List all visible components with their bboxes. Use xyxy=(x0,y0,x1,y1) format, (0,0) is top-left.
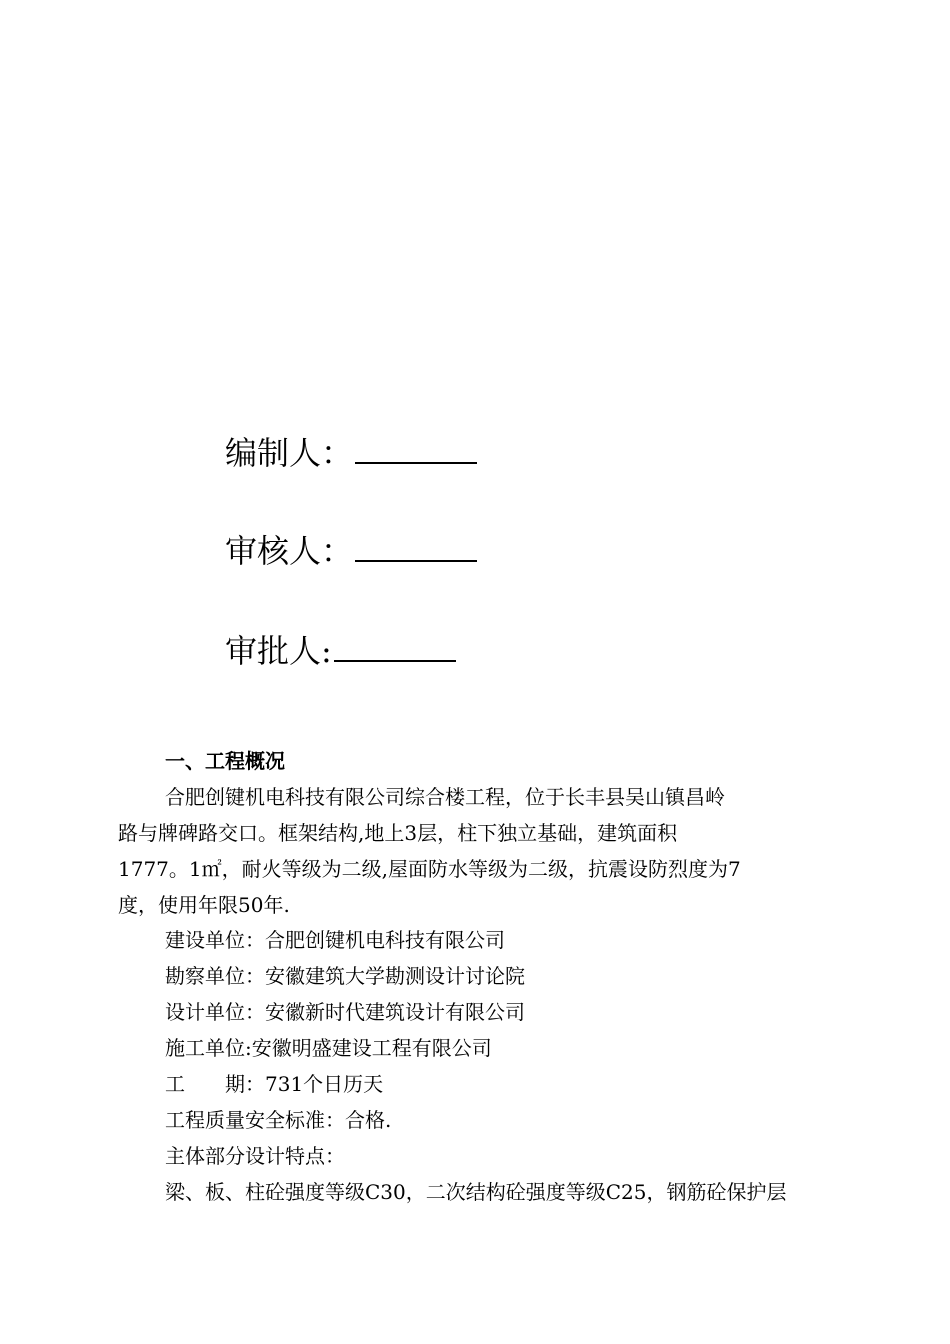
approver-label: 审批人: xyxy=(225,632,332,670)
reviewer-label: 审核人： xyxy=(225,532,354,570)
approver-signature xyxy=(225,630,456,671)
compiler-label: 编制人： xyxy=(225,434,354,472)
design-features-label: 主体部分设计特点： xyxy=(165,1144,345,1168)
overview-line-2: 路与牌碑路交口。框架结构,地上3层，柱下独立基础，建筑面积 xyxy=(118,821,678,845)
overview-line-4: 度，使用年限50年. xyxy=(118,893,290,917)
compiler-blank-line xyxy=(355,432,477,464)
quality-standard: 工程质量安全标准：合格. xyxy=(165,1108,392,1132)
section-heading: 一、工程概况 xyxy=(165,749,285,773)
overview-line-1: 合肥创键机电科技有限公司综合楼工程，位于长丰县吴山镇昌岭 xyxy=(165,785,725,809)
design-features-text: 梁、板、柱砼强度等级C30，二次结构砼强度等级C25，钢筋砼保护层 xyxy=(165,1180,787,1204)
compiler-signature xyxy=(225,432,477,473)
reviewer-signature xyxy=(225,530,477,571)
approver-blank-line xyxy=(334,630,456,662)
overview-line-3: 1777。1㎡，耐火等级为二级,屋面防水等级为二级，抗震设防烈度为7 xyxy=(118,857,741,881)
builder-unit: 施工单位:安徽明盛建设工程有限公司 xyxy=(165,1036,492,1060)
design-unit: 设计单位：安徽新时代建筑设计有限公司 xyxy=(165,1000,525,1024)
construction-duration: 工 期：731个日历天 xyxy=(165,1072,384,1096)
survey-unit: 勘察单位：安徽建筑大学勘测设计讨论院 xyxy=(165,964,525,988)
construction-unit: 建设单位：合肥创键机电科技有限公司 xyxy=(165,928,505,952)
reviewer-blank-line xyxy=(355,530,477,562)
